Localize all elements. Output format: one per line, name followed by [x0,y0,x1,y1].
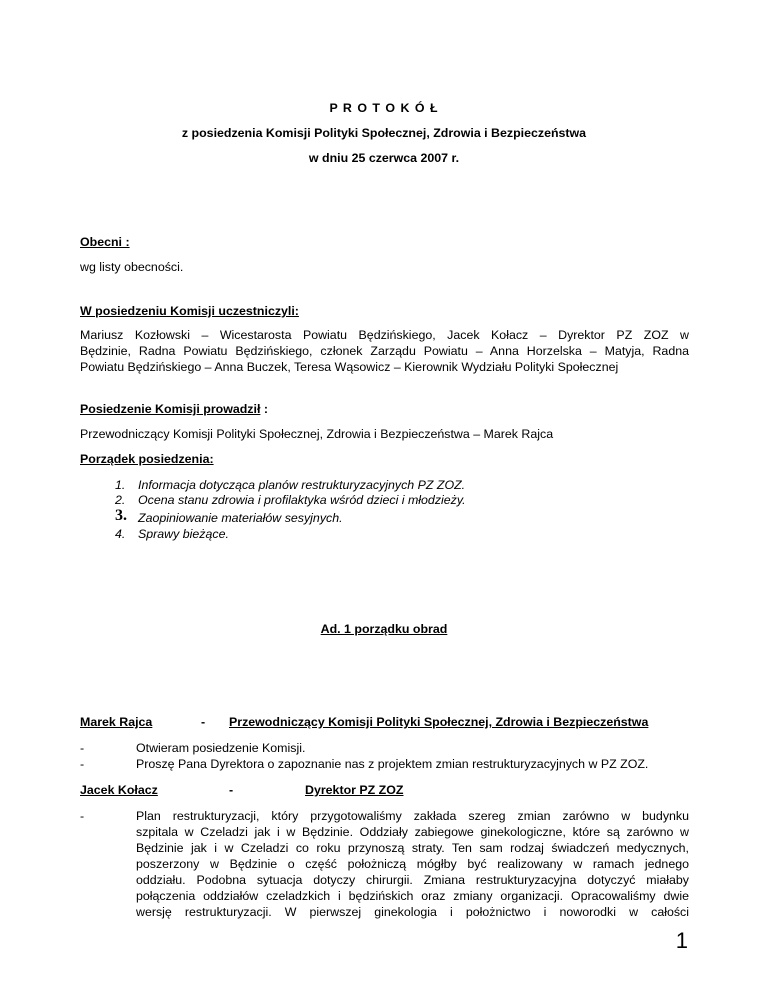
protocol-subtitle: z posiedzenia Komisji Polityki Społecznej, Zdrowia i Bezpieczeństwa [181,126,587,140]
present-text: wg listy obecności. [80,260,184,274]
section-ad1-heading: Ad. 1 porządku obrad [320,622,448,636]
paragraph-line: Będzinie jak i w Czeladzi co roku przynoszą straty. Ten sam rodzaj świadczeń medycznych, [136,841,689,855]
speaker2-item-dash: - [80,809,85,823]
participants-heading: W posiedzeniu Komisji uczestniczyli: [80,304,299,318]
speaker2-dash: - [229,783,234,797]
paragraph-line: połączenia oddziałów czeladzkich i będzińskich oraz zmiany organizacji. Opracowaliśmy dwie [136,889,689,903]
speaker1-item-dash: - [80,741,85,755]
speaker1-name: Marek Rajca [80,715,153,729]
chair-heading-colon: : [260,402,268,416]
participants-line: Będzinie, Radna Powiatu Będzińskiego, członek Zarządu Powiatu – Anna Horzelska – Matyja, Radna [80,344,689,358]
paragraph-line: szpitala w Czeladzi jak i w Będzinie. Oddziały zabiegowe ginekologiczne, które są zarówno w [136,825,689,839]
chair-heading: Posiedzenie Komisji prowadził [80,402,261,416]
chair-text: Przewodniczący Komisji Polityki Społecznej, Zdrowia i Bezpieczeństwa – Marek Rajca [80,427,554,441]
speaker1-item-text: Proszę Pana Dyrektora o zapoznanie nas z projektem zmian restrukturyzacyjnych w PZ ZOZ. [136,757,649,771]
speaker1-item-dash: - [80,757,85,771]
agenda-list: 1. Informacja dotycząca planów restrukturyzacyjnych PZ ZOZ. 2. Ocena stanu zdrowia i profilaktyka wśród dzieci i młodzieży. 3. Zaopiniowanie materiałów sesyjnych. 4. Sprawy bieżące. [115,478,466,541]
participants-line: Powiatu Będzińskiego – Anna Buczek, Teresa Wąsowicz – Kierownik Wydziału Polityki Społecznej [80,360,619,374]
chair-heading-wrap [80,402,268,416]
protocol-date: w dniu 25 czerwca 2007 r. [308,151,460,165]
speaker1-role: Przewodniczący Komisji Polityki Społecznej, Zdrowia i Bezpieczeństwa [229,715,649,729]
speaker2-role: Dyrektor PZ ZOZ [305,783,404,797]
agenda-heading: Porządek posiedzenia: [80,452,214,466]
speaker1-dash: - [201,715,206,729]
paragraph-line: poszerzony w Będzinie o część położniczą mógłby być realizowany w ramach jednego [136,857,689,871]
speaker2-name: Jacek Kołacz [80,783,158,797]
participants-text [80,328,689,376]
participants-line: Mariusz Kozłowski – Wicestarosta Powiatu Będzińskiego, Jacek Kołacz – Dyrektor PZ ZOZ w [80,328,689,342]
speaker1-item-text: Otwieram posiedzenie Komisji. [136,741,306,755]
paragraph-line: wersję restrukturyzacji. W pierwszej ginekologia i położnictwo i noworodki w całości [136,905,689,919]
present-heading: Obecni : [80,235,130,249]
protocol-title: P R O T O K Ó Ł [329,101,439,115]
paragraph-line: Plan restrukturyzacji, który przygotowaliśmy zakłada szereg zmian zarówno w budynku [136,809,689,823]
paragraph-line: oddziału. Podobna sytuacja dotyczy chirurgii. Zmiana restrukturyzacyjna dotyczyć miałaby [136,873,689,887]
speaker2-paragraph [136,809,689,921]
page-number: 1 [675,928,688,953]
